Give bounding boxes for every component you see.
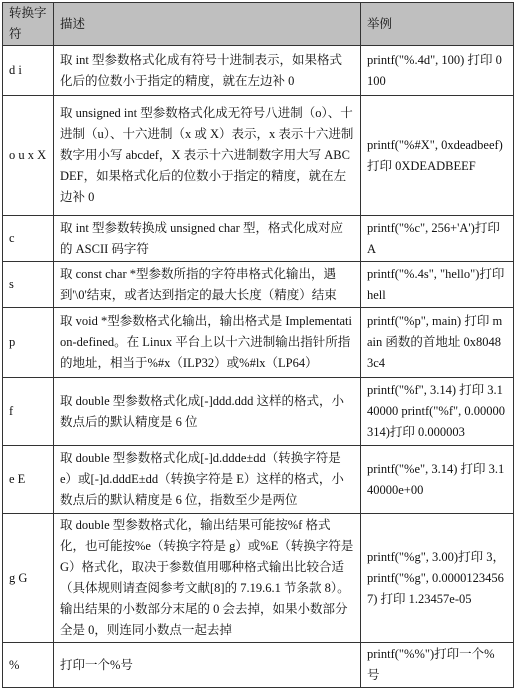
example: printf("%#X", 0xdeadbeef) 打印 0XDEADBEEF — [361, 96, 514, 216]
conversion-char: g G — [3, 514, 54, 643]
description: 打印一个%号 — [54, 643, 361, 688]
conversion-char: % — [3, 643, 54, 688]
conversion-char: d i — [3, 46, 54, 96]
conversion-char: f — [3, 378, 54, 446]
description: 取 double 型参数格式化，输出结果可能按%f 格式化，也可能按%e（转换字符是 g）或%E（转换字符是 G）格式化，取决于参数值用哪种格式输出比较合适（具体规则请查阅参考文献[8]的 7.19.6.1 节条款 8）。输出结果的小数部分末尾的 0 会去掉，如果小数部分全是 0，则连同小数点一起去掉 — [54, 514, 361, 643]
conversion-char: c — [3, 216, 54, 262]
description: 取 unsigned int 型参数格式化成无符号八进制（o）、十进制（u）、十六进制（x 或 X）表示，x 表示十六进制数字用小写 abcdef，X 表示十六进制数字用大写 ABCDEF，如果格式化后的位数小于指定的精度，就在左边补 0 — [54, 96, 361, 216]
format-spec-table — [2, 2, 514, 688]
description: 取 void *型参数格式化输出，输出格式是 Implementation-defined。在 Linux 平台上以十六进制输出指针所指的地址，相当于%#x（ILP32）或%#lx（LP64） — [54, 308, 361, 378]
example: printf("%g", 3.00)打印 3，printf("%g", 0.00001234567) 打印 1.23457e-05 — [361, 514, 514, 643]
description: 取 double 型参数格式化成[-]ddd.ddd 这样的格式，小数点后的默认精度是 6 位 — [54, 378, 361, 446]
conversion-char: o u x X — [3, 96, 54, 216]
description: 取 int 型参数转换成 unsigned char 型，格式化成对应的 ASCII 码字符 — [54, 216, 361, 262]
table-row — [3, 308, 514, 378]
table-row — [3, 262, 514, 308]
conversion-char: s — [3, 262, 54, 308]
conversion-char: p — [3, 308, 54, 378]
example: printf("%.4d", 100) 打印 0100 — [361, 46, 514, 96]
description: 取 const char *型参数所指的字符串格式化输出，遇到'\0'结束，或者达到指定的最大长度（精度）结束 — [54, 262, 361, 308]
example: printf("%%")打印一个%号 — [361, 643, 514, 688]
example: printf("%f", 3.14) 打印 3.140000 printf("%f", 0.00000314)打印 0.000003 — [361, 378, 514, 446]
example: printf("%.4s", "hello")打印 hell — [361, 262, 514, 308]
header-description: 描述 — [54, 3, 361, 46]
header-conversion-char: 转换字符 — [3, 3, 54, 46]
example: printf("%p", main) 打印 main 函数的首地址 0x80483c4 — [361, 308, 514, 378]
description: 取 int 型参数格式化成有符号十进制表示，如果格式化后的位数小于指定的精度，就在左边补 0 — [54, 46, 361, 96]
example: printf("%c", 256+'A')打印 A — [361, 216, 514, 262]
example: printf("%e", 3.14) 打印 3.140000e+00 — [361, 446, 514, 514]
conversion-char: e E — [3, 446, 54, 514]
header-example: 举例 — [361, 3, 514, 46]
table-row — [3, 96, 514, 216]
table-row — [3, 514, 514, 643]
table-row — [3, 46, 514, 96]
table-row — [3, 446, 514, 514]
table-row — [3, 378, 514, 446]
description: 取 double 型参数格式化成[-]d.ddde±dd（转换字符是 e）或[-]d.dddE±dd（转换字符是 E）这样的格式，小数点后的默认精度是 6 位，指数至少是两位 — [54, 446, 361, 514]
header-row — [3, 3, 514, 46]
table-row — [3, 216, 514, 262]
table-row — [3, 643, 514, 688]
